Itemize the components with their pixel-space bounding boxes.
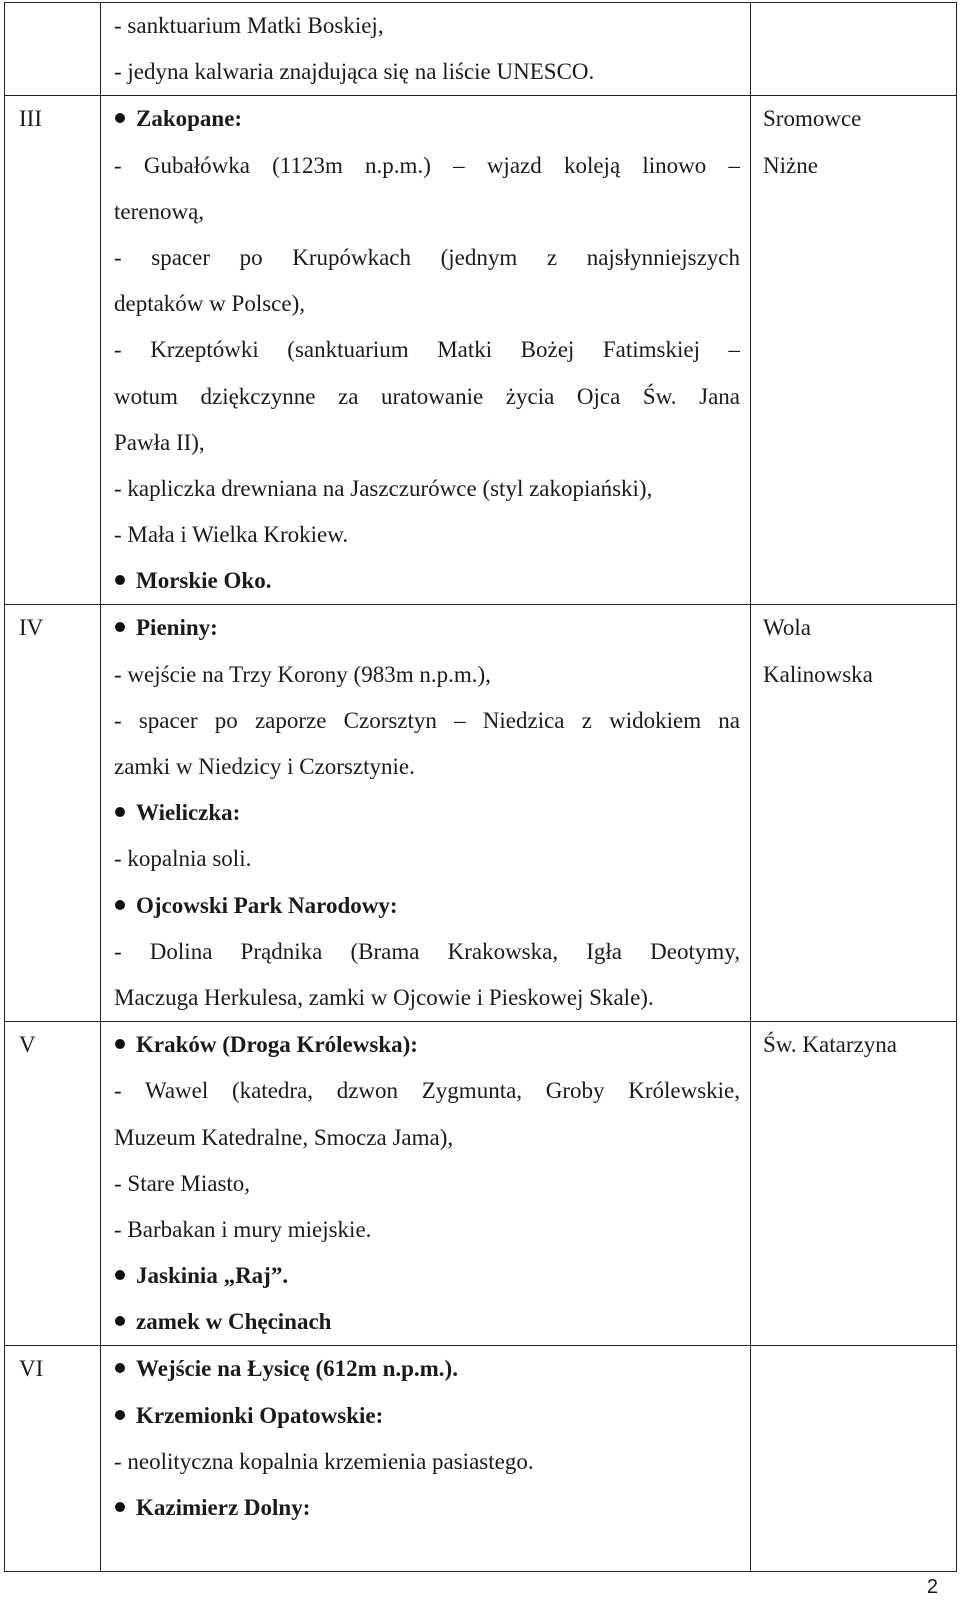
bullet-dot-icon [115,1502,125,1512]
program-line-text: - spacer po zaporze Czorsztyn – Niedzica z widokiem na [114,707,740,733]
bullet-dot-icon [115,900,125,910]
accommodation-cell [751,1022,957,1346]
day-number [19,3,100,49]
program-line-text: - neolityczna kopalnia krzemienia pasiastego. [114,1448,534,1474]
program-line [114,466,740,512]
accommodation-cell [751,605,957,1022]
table-row [5,605,957,1022]
program-heading [114,1485,740,1531]
program-line-text: Ojcowski Park Narodowy: [136,892,398,918]
program-line [114,327,740,373]
accommodation-cell [751,96,957,605]
program-line [114,374,740,420]
accommodation-cell [751,1346,957,1572]
program-line [114,49,740,95]
day-number-cell [5,96,101,605]
program-line-text: - spacer po Krupówkach (jednym z najsłynniejszych [114,244,740,270]
itinerary-table-body [5,3,957,1572]
program-line [114,189,740,235]
program-cell [101,1022,751,1346]
program-line [114,512,740,558]
program-line-text: - Gubałówka (1123m n.p.m.) – wjazd koleją linowo – [114,152,740,178]
table-row [5,3,957,96]
program-line-text: wotum dziękczynne za uratowanie życia Ojca Św. Jana [114,383,740,409]
program-heading [114,558,740,604]
program-line [114,744,740,790]
program-line-text: - Krzeptówki (sanktuarium Matki Bożej Fatimskiej – [114,337,740,363]
program-line-text: - Dolina Prądnika (Brama Krakowska, Igła Deotymy, [114,938,740,964]
program-heading [114,1022,740,1068]
program-cell [101,605,751,1022]
accommodation-place: Kalinowska [763,661,873,687]
program-heading [114,96,740,142]
day-number: III [19,106,42,132]
bullet-dot-icon [115,1270,125,1280]
program-line-text: Krzemionki Opatowskie: [136,1402,384,1428]
program-heading [114,1299,740,1345]
program-cell [101,3,751,96]
program-line [114,1207,740,1253]
program-line-text: Pawła II), [114,429,205,455]
program-line-text: - Wawel (katedra, dzwon Zygmunta, Groby Królewskie, [114,1078,740,1104]
program-line-text: - wejście na Trzy Korony (983m n.p.m.), [114,661,491,687]
day-number: VI [19,1356,44,1382]
bullet-dot-icon [115,1039,125,1049]
program-line-text: Wejście na Łysicę (612m n.p.m.). [136,1356,458,1382]
program-heading [114,790,740,836]
program-line-text: zamek w Chęcinach [136,1309,332,1335]
program-heading [114,1393,740,1439]
bullet-dot-icon [115,575,125,585]
program-heading [114,1253,740,1299]
program-line-text: - Stare Miasto, [114,1170,251,1196]
day-number-cell [5,1346,101,1572]
program-line-text: - Barbakan i mury miejskie. [114,1216,372,1242]
program-line-text: Wieliczka: [136,800,241,826]
program-line-text: Jaskinia „Raj”. [136,1263,289,1289]
program-line-text: - kapliczka drewniana na Jaszczurówce (styl zakopiański), [114,475,653,501]
program-line-text: zamki w Niedzicy i Czorsztynie. [114,754,415,779]
program-line [114,235,740,281]
program-line-text: terenową, [114,198,205,224]
itinerary-table [4,2,957,1572]
day-number-cell [5,1022,101,1346]
program-line-text: Muzeum Katedralne, Smocza Jama), [114,1124,454,1150]
accommodation-place: Św. Katarzyna [763,1032,897,1058]
program-heading [114,605,740,651]
program-line-text: - sanktuarium Matki Boskiej, [114,13,384,38]
day-number-cell [5,605,101,1022]
table-row [5,1346,957,1572]
bullet-dot-icon [115,1316,125,1326]
program-line [114,1161,740,1207]
program-line-text: Kraków (Droga Królewska): [136,1032,418,1058]
accommodation-place: Sromowce [763,106,862,132]
page-number: 2 [926,1576,938,1598]
program-line-text: - kopalnia soli. [114,846,252,872]
program-line-text: Morskie Oko. [136,568,272,594]
program-line [114,929,740,975]
program-line [114,143,740,189]
day-number-cell [5,3,101,96]
day-number: V [19,1032,36,1058]
program-line-text: - jedyna kalwaria znajdująca się na liście UNESCO. [114,59,595,85]
table-row [5,96,957,605]
program-heading [114,883,740,929]
program-line [114,698,740,744]
program-line-text: Pieniny: [136,615,218,641]
day-number: IV [19,615,44,641]
bullet-dot-icon [115,113,125,123]
program-line [114,3,740,49]
program-line-text: Kazimierz Dolny: [136,1495,311,1520]
program-line [114,1439,740,1485]
accommodation-cell [751,3,957,96]
program-line-text: Zakopane: [136,106,243,132]
program-line [114,836,740,882]
program-line-text: Maczuga Herkulesa, zamki w Ojcowie i Pieskowej Skale). [114,984,654,1010]
program-line [114,652,740,698]
accommodation-place: Wola [763,615,811,641]
program-line [114,975,740,1021]
bullet-dot-icon [115,807,125,817]
table-row [5,1022,957,1346]
program-cell [101,1346,751,1572]
program-line [114,1068,740,1114]
program-cell [101,96,751,605]
program-line [114,281,740,327]
accommodation-place: Niżne [763,152,818,178]
program-line-text: deptaków w Polsce), [114,291,305,317]
program-heading [114,1346,740,1392]
program-line-text: - Mała i Wielka Krokiew. [114,522,349,548]
bullet-dot-icon [115,1410,125,1420]
bullet-dot-icon [115,1363,125,1373]
program-line [114,1115,740,1161]
program-line [114,420,740,466]
bullet-dot-icon [115,622,125,632]
